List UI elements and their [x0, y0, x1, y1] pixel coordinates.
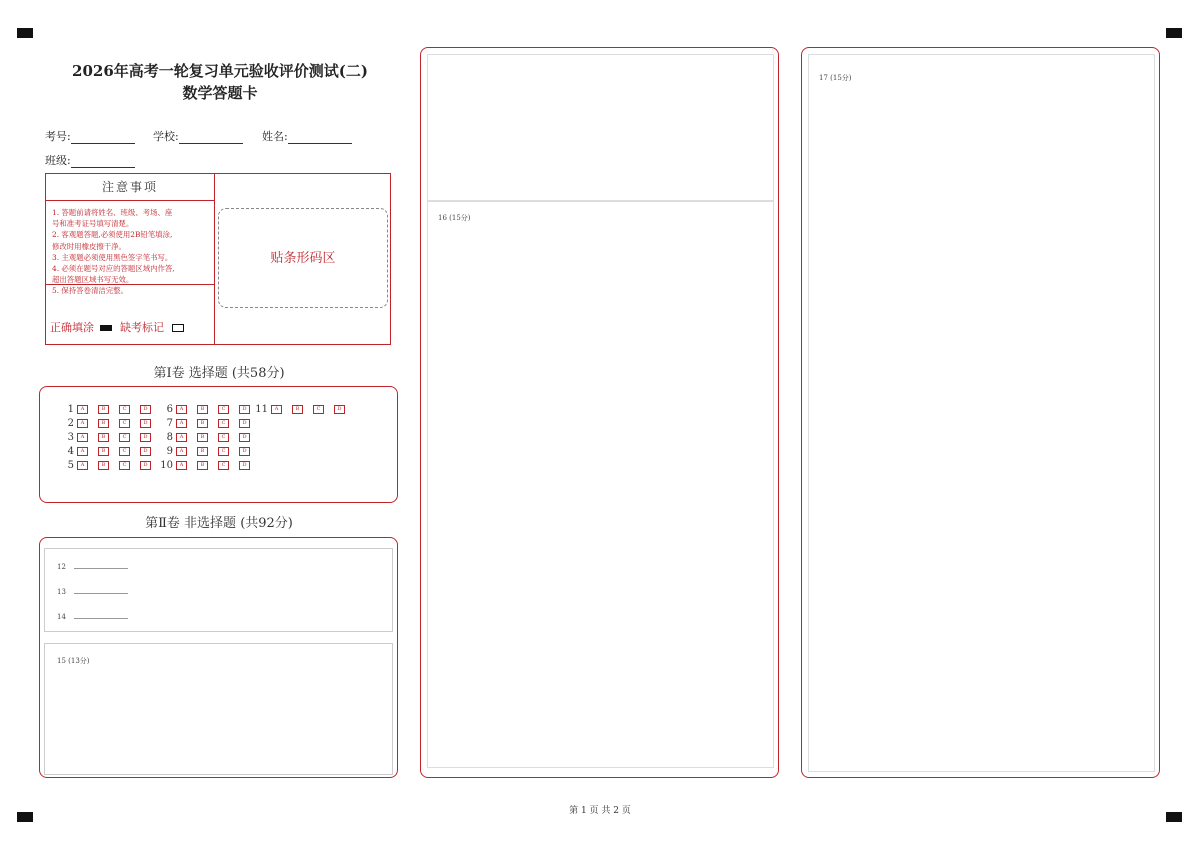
option-bubble-c[interactable]: C [313, 405, 324, 414]
option-bubble-a[interactable]: A [176, 405, 187, 414]
option-bubble-b[interactable]: B [98, 405, 109, 414]
question-13 [57, 588, 128, 596]
option-bubble-a[interactable]: A [77, 433, 88, 442]
option-bubble-b[interactable]: B [197, 419, 208, 428]
choice-question-8 [155, 432, 260, 443]
option-bubble-c[interactable]: C [119, 419, 130, 428]
choice-question-10 [155, 460, 260, 471]
notice-item: 修改时用橡皮擦干净。 [52, 241, 126, 251]
option-bubble-d[interactable]: D [140, 461, 151, 470]
choice-question-5 [56, 460, 161, 471]
option-bubble-c[interactable]: C [119, 461, 130, 470]
correct-fill-sample [100, 325, 112, 331]
notice-box [45, 173, 391, 345]
class-field[interactable] [45, 152, 135, 168]
notice-list [46, 201, 214, 297]
choice-question-11 [250, 404, 355, 415]
page-footer: 第 1 页 共 2 页 [569, 806, 631, 816]
option-bubble-a[interactable]: A [271, 405, 282, 414]
notice-item: 5. 保持答卷清洁完整。 [52, 286, 128, 296]
choice-question-2 [56, 418, 161, 429]
option-bubble-c[interactable]: C [218, 419, 229, 428]
option-bubble-b[interactable]: B [197, 405, 208, 414]
registration-mark-top-right [1166, 28, 1182, 38]
exam-no-label: 考号: [45, 130, 71, 143]
option-bubble-c[interactable]: C [218, 433, 229, 442]
class-label: 班级: [45, 154, 71, 167]
option-bubble-c[interactable]: C [119, 433, 130, 442]
school-field[interactable] [153, 128, 243, 144]
question-number: 3 [67, 432, 74, 443]
question-17-area[interactable] [808, 54, 1155, 772]
option-bubble-d[interactable]: D [239, 405, 250, 414]
option-bubble-a[interactable]: A [77, 461, 88, 470]
sheet-subtitle: 数学答题卡 [182, 84, 258, 102]
question-number: 9 [166, 446, 173, 457]
question-13-label: 13 [57, 588, 66, 596]
choice-question-7 [155, 418, 260, 429]
option-bubble-c[interactable]: C [119, 405, 130, 414]
fill-in-blank-area[interactable] [44, 548, 393, 632]
question-15-area[interactable] [44, 643, 393, 775]
option-bubble-b[interactable]: B [98, 461, 109, 470]
notice-item: 4. 必须在题号对应的答题区域内作答, [52, 264, 175, 274]
option-bubble-a[interactable]: A [77, 447, 88, 456]
option-bubble-b[interactable]: B [98, 447, 109, 456]
fill-legend [50, 319, 184, 335]
choice-question-6 [155, 404, 260, 415]
answer-panel-middle [420, 47, 779, 778]
question-number: 6 [166, 404, 173, 415]
answer-line [74, 568, 128, 569]
part2-title: 第Ⅱ卷 非选择题 (共92分) [145, 516, 293, 531]
choice-answer-box [39, 386, 398, 503]
option-bubble-a[interactable]: A [176, 447, 187, 456]
question-number: 2 [67, 418, 74, 429]
school-line [179, 132, 243, 144]
choice-question-9 [155, 446, 260, 457]
question-number: 7 [166, 418, 173, 429]
option-bubble-d[interactable]: D [334, 405, 345, 414]
option-bubble-c[interactable]: C [218, 405, 229, 414]
notice-item: 号和准考证号填写清楚。 [52, 219, 134, 229]
option-bubble-d[interactable]: D [140, 447, 151, 456]
answer-line [74, 618, 128, 619]
choice-question-1 [56, 404, 161, 415]
notice-panel [46, 174, 215, 344]
option-bubble-d[interactable]: D [239, 433, 250, 442]
question-number: 5 [67, 460, 74, 471]
option-bubble-b[interactable]: B [197, 433, 208, 442]
question-17-label: 17 (15分) [819, 74, 852, 82]
option-bubble-d[interactable]: D [239, 461, 250, 470]
option-bubble-c[interactable]: C [119, 447, 130, 456]
exam-no-line [71, 132, 135, 144]
absent-mark-label: 缺考标记 [120, 321, 164, 334]
question-15-label: 15 (13分) [57, 657, 90, 665]
name-line [288, 132, 352, 144]
answer-panel-right [801, 47, 1160, 778]
choice-question-3 [56, 432, 161, 443]
question-number: 1 [67, 404, 74, 415]
question-number: 4 [67, 446, 74, 457]
option-bubble-c[interactable]: C [218, 461, 229, 470]
option-bubble-d[interactable]: D [140, 419, 151, 428]
option-bubble-a[interactable]: A [176, 419, 187, 428]
notice-item: 2. 客观题答题,必须使用2B铅笔填涂, [52, 230, 173, 240]
option-bubble-d[interactable]: D [140, 433, 151, 442]
question-number: 11 [255, 404, 268, 415]
notice-item: 超出答题区域书写无效。 [52, 275, 134, 285]
option-bubble-d[interactable]: D [239, 419, 250, 428]
non-choice-answer-box [39, 537, 398, 778]
option-bubble-c[interactable]: C [218, 447, 229, 456]
exam-no-field[interactable] [45, 128, 135, 144]
notice-heading: 注意事项 [46, 174, 214, 201]
option-bubble-a[interactable]: A [77, 405, 88, 414]
question-number: 8 [166, 432, 173, 443]
option-bubble-b[interactable]: B [98, 419, 109, 428]
correct-fill-label: 正确填涂 [50, 321, 94, 334]
question-14-label: 14 [57, 613, 66, 621]
question-12-label: 12 [57, 563, 66, 571]
answer-line [74, 593, 128, 594]
option-bubble-b[interactable]: B [197, 447, 208, 456]
school-label: 学校: [153, 130, 179, 143]
question-15-continued-area[interactable] [427, 54, 774, 202]
notice-footer [46, 284, 214, 345]
name-field[interactable] [262, 128, 352, 144]
notice-item: 3. 主观题必须使用黑色签字笔书写。 [52, 252, 173, 262]
notice-item: 1. 答题前请将姓名、班级、考场、座 [52, 208, 173, 217]
option-bubble-d[interactable]: D [140, 405, 151, 414]
choice-question-4 [56, 446, 161, 457]
sheet-title: 2026年高考一轮复习单元验收评价测试(二) [72, 62, 368, 80]
question-16-label: 16 (15分) [438, 214, 471, 222]
absent-mark-checkbox[interactable] [172, 324, 184, 332]
barcode-area: 贴条形码区 [218, 208, 388, 308]
option-bubble-a[interactable]: A [176, 433, 187, 442]
question-16-area[interactable] [427, 200, 774, 768]
option-bubble-d[interactable]: D [239, 447, 250, 456]
option-bubble-b[interactable]: B [292, 405, 303, 414]
option-bubble-a[interactable]: A [176, 461, 187, 470]
name-label: 姓名: [262, 130, 288, 143]
option-bubble-a[interactable]: A [77, 419, 88, 428]
part1-title: 第Ⅰ卷 选择题 (共58分) [153, 366, 285, 381]
question-14 [57, 613, 128, 621]
question-12 [57, 563, 128, 571]
registration-mark-top-left [17, 28, 33, 38]
option-bubble-b[interactable]: B [197, 461, 208, 470]
question-number: 10 [160, 460, 173, 471]
option-bubble-b[interactable]: B [98, 433, 109, 442]
class-line [71, 156, 135, 168]
